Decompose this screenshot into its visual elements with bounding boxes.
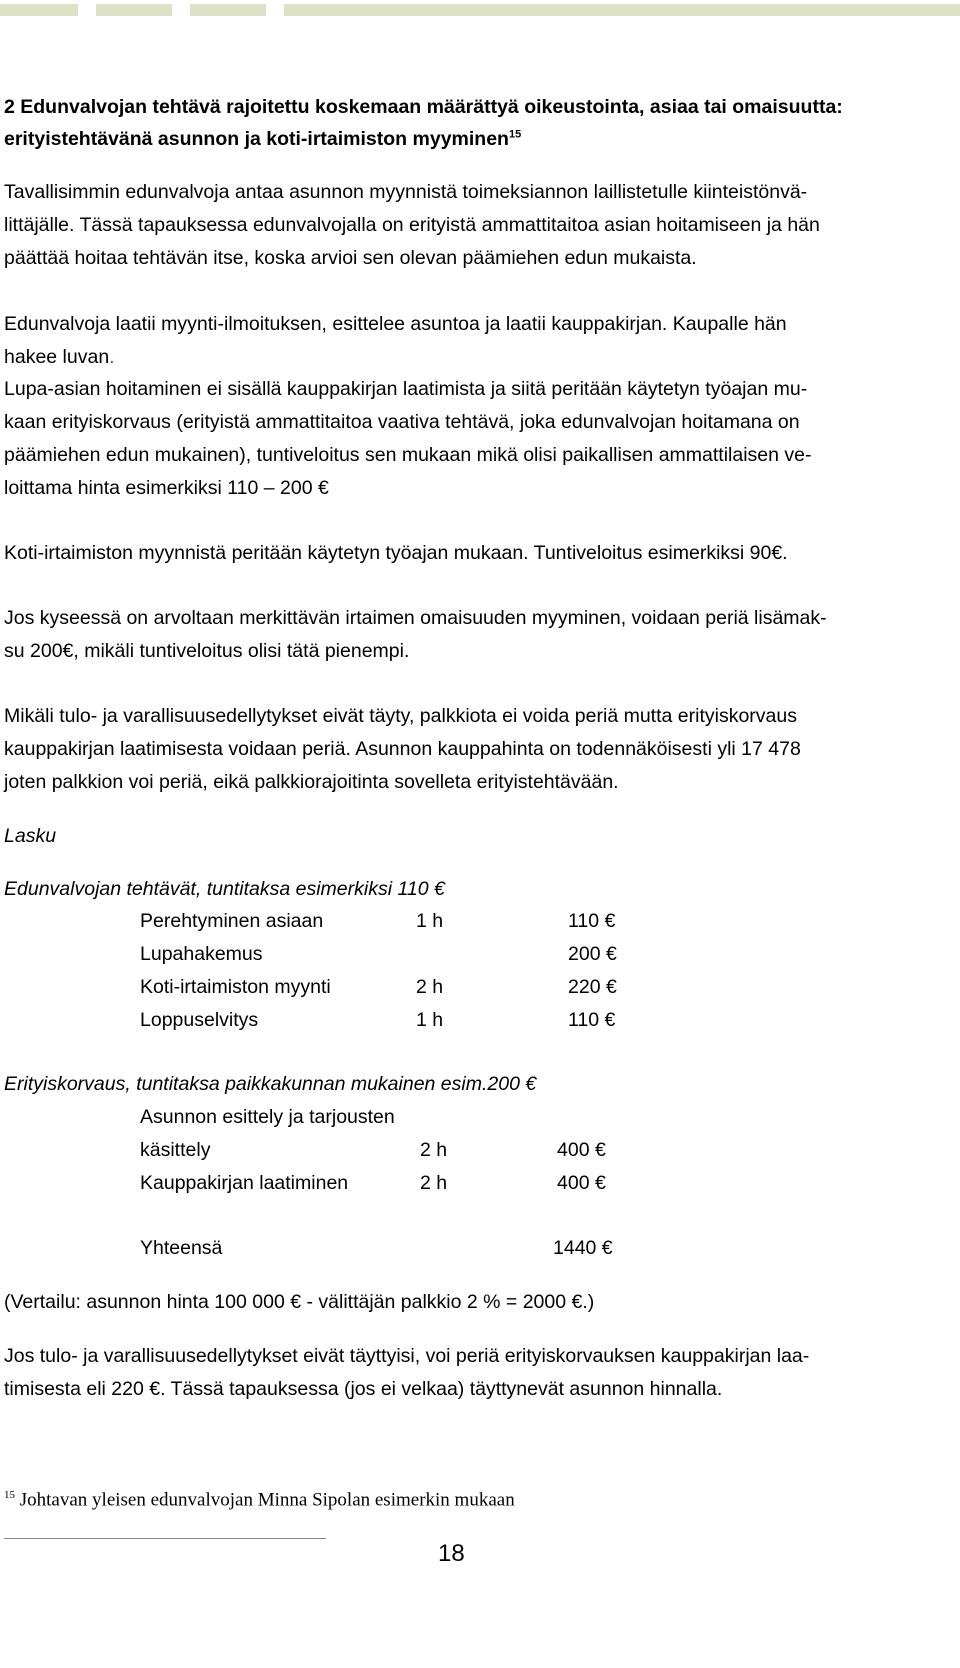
table2-row-2-hours: 2 h	[420, 1172, 448, 1194]
footnote	[4, 1489, 515, 1511]
table-row-4-hours: 1 h	[416, 1009, 444, 1031]
table-row-1-hours: 1 h	[416, 910, 444, 932]
table-row-2-item: Lupahakemus	[140, 943, 263, 965]
page-number: 18	[438, 1540, 465, 1567]
paragraph-2-dot: .	[109, 346, 115, 368]
paragraph-last-line-1: Jos tulo- ja varallisuusedellytykset eivät täyttyisi, voi periä erityiskorvauksen kauppakirjan laa-	[4, 1345, 810, 1367]
paragraph-1-line-3: päättää hoitaa tehtävän itse, koska arvioi sen olevan päämiehen edun mukaista.	[4, 247, 697, 269]
paragraph-5-line-1: Jos kyseessä on arvoltaan merkittävän irtaimen omaisuuden myyminen, voidaan periä lisämak-	[4, 607, 827, 629]
paragraph-6-line-2: kauppakirjan laatimisesta voidaan periä. Asunnon kauppahinta on todennäköisesti yli 17 478	[4, 738, 801, 760]
table-row-3-item: Koti-irtaimiston myynti	[140, 976, 331, 998]
invoice-label: Lasku	[4, 825, 57, 847]
table2-row-1-item-line2: käsittely	[140, 1139, 211, 1161]
paragraph-3-line-4: loittama hinta esimerkiksi 110 – 200 €	[4, 477, 329, 499]
paragraph-6-line-3: joten palkkion voi periä, eikä palkkiorajoitinta sovelleta erityistehtävään.	[4, 771, 619, 793]
table-row-3-hours: 2 h	[416, 976, 444, 998]
table-row-2-price: 200 €	[568, 943, 617, 965]
paragraph-2-line-1: Edunvalvoja laatii myynti-ilmoituksen, esittelee asuntoa ja laatii kauppakirjan. Kaupalle hän	[4, 313, 787, 335]
table-row-3-price: 220 €	[568, 976, 617, 998]
comparison-note: (Vertailu: asunnon hinta 100 000 € - välittäjän palkkio 2 % = 2000 €.)	[4, 1291, 595, 1313]
table2-row-1-item-line1: Asunnon esittely ja tarjousten	[140, 1106, 395, 1128]
header-bar-3	[190, 4, 266, 16]
paragraph-1-line-2: littäjälle. Tässä tapauksessa edunvalvojalla on erityistä ammattitaitoa asian hoitamiseen ja hän	[4, 214, 820, 236]
table2-row-2-price: 400 €	[557, 1172, 606, 1194]
table-row-4-price: 110 €	[568, 1009, 616, 1031]
footnote-number: 15	[4, 1489, 15, 1501]
section-heading-line2	[4, 128, 521, 151]
table-row-1-price: 110 €	[568, 910, 616, 932]
total-value: 1440 €	[553, 1237, 613, 1259]
total-label: Yhteensä	[140, 1237, 223, 1259]
section-2-title: Erityiskorvaus, tuntitaksa paikkakunnan mukainen esim.200 €	[4, 1073, 537, 1095]
paragraph-3-line-1: Lupa-asian hoitaminen ei sisällä kauppakirjan laatimista ja siitä peritään käytetyn työajan mu-	[4, 378, 808, 400]
footnote-divider	[4, 1538, 326, 1539]
paragraph-6-line-1: Mikäli tulo- ja varallisuusedellytykset eivät täyty, palkkiota ei voida periä mutta erityiskorvaus	[4, 705, 797, 727]
paragraph-last-line-2: timisesta eli 220 €. Tässä tapauksessa (jos ei velkaa) täyttynevät asunnon hinnalla.	[4, 1378, 723, 1400]
table-row-4-item: Loppuselvitys	[140, 1009, 259, 1031]
table2-row-2-item: Kauppakirjan laatiminen	[140, 1172, 349, 1194]
section-heading-line1: 2 Edunvalvojan tehtävä rajoitettu koskemaan määrättyä oikeustointa, asiaa tai omaisuutta:	[4, 96, 843, 118]
paragraph-1-line-1: Tavallisimmin edunvalvoja antaa asunnon myynnistä toimeksiannon laillistetulle kiinteistönvä-	[4, 181, 808, 203]
section-heading-text: erityistehtävänä asunnon ja koti-irtaimiston myyminen	[4, 128, 509, 150]
paragraph-4-line-1: Koti-irtaimiston myynnistä peritään käytetyn työajan mukaan. Tuntiveloitus esimerkiksi 90€.	[4, 542, 788, 564]
paragraph-5-line-2: su 200€, mikäli tuntiveloitus olisi tätä pienempi.	[4, 640, 410, 662]
footnote-text: Johtavan yleisen edunvalvojan Minna Sipolan esimerkin mukaan	[19, 1489, 515, 1511]
paragraph-2-text: hakee luvan	[4, 346, 110, 368]
paragraph-3-line-3: päämiehen edun mukainen), tuntiveloitus sen mukaan mikä olisi paikallisen ammattilaisen ve-	[4, 444, 812, 466]
paragraph-3-line-2: kaan erityiskorvaus (erityistä ammattitaitoa vaativa tehtävä, joka edunvalvojan hoitamana on	[4, 411, 800, 433]
footnote-ref: 15	[508, 128, 522, 141]
paragraph-2-line-2	[4, 346, 115, 369]
section-1-title: Edunvalvojan tehtävät, tuntitaksa esimerkiksi 110 €	[4, 878, 445, 900]
table2-row-1-hours: 2 h	[420, 1139, 448, 1161]
header-bar-2	[96, 4, 172, 16]
header-bar-1	[0, 4, 78, 16]
table-row-1-item: Perehtyminen asiaan	[140, 910, 324, 932]
header-bar-4	[284, 4, 960, 16]
table2-row-1-price: 400 €	[557, 1139, 606, 1161]
